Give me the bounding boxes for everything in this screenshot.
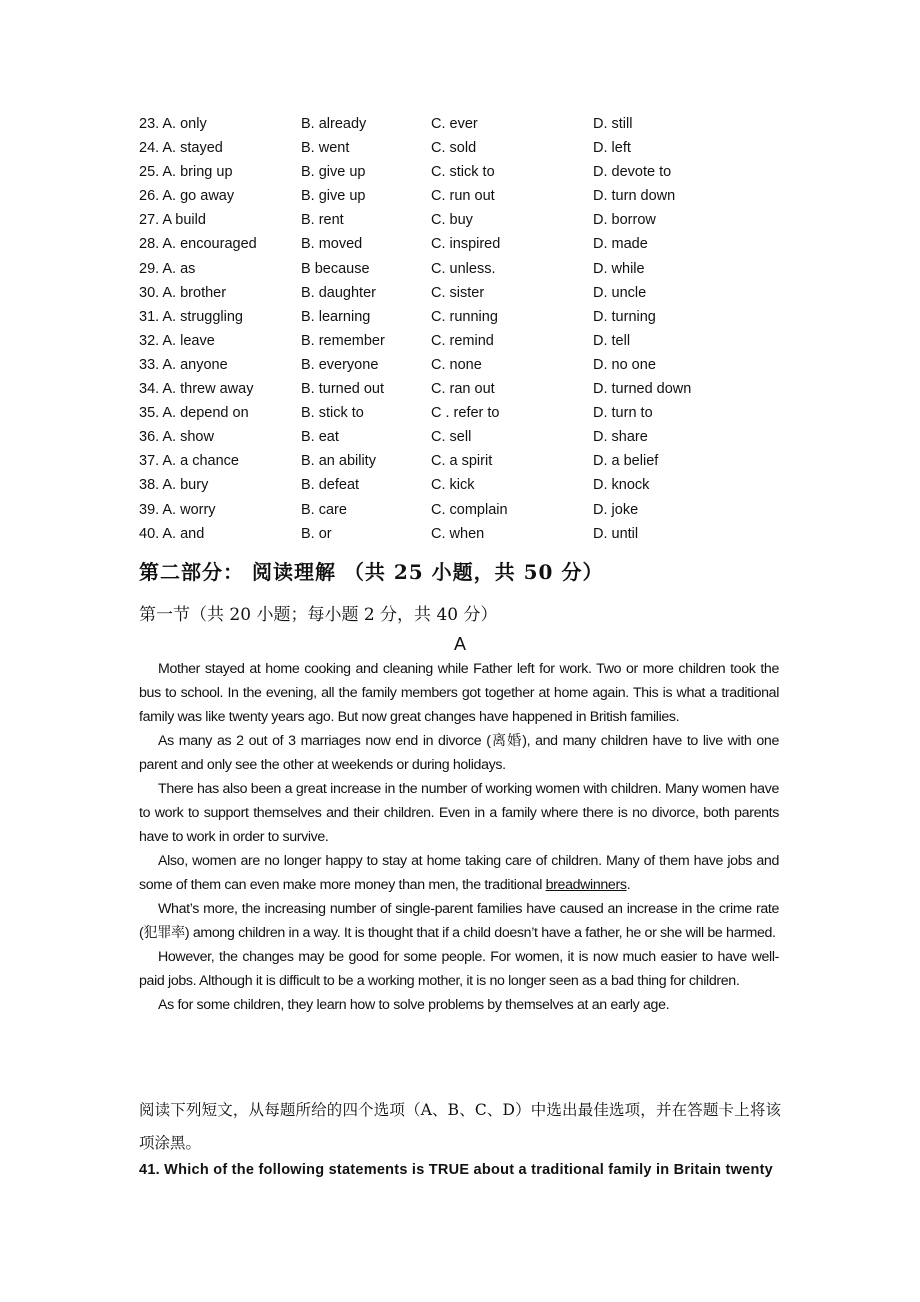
option-c: C. kick	[431, 477, 475, 494]
option-row	[139, 138, 819, 162]
instructions: 阅读下列短文，从每题所给的四个选项（A、B、C、D）中选出最佳选项，并在答题卡上将该项涂黑。	[139, 1101, 781, 1152]
option-b: B. turned out	[301, 381, 385, 398]
option-b: B. remember	[301, 332, 385, 349]
option-c: C. ran out	[431, 381, 495, 398]
option-b: B. give up	[301, 164, 366, 181]
option-c: C. unless.	[431, 260, 496, 277]
paragraph: As many as 2 out of 3 marriages now end in divorce (离婚), and many children have to live with one parent and only see the other at weekends or during holidays.	[139, 733, 779, 773]
option-d: D. turn to	[593, 405, 653, 422]
option-c: C. stick to	[431, 164, 495, 181]
option-row	[139, 331, 819, 355]
option-row	[139, 307, 819, 331]
option-c: C. sell	[431, 429, 472, 446]
option-d: D. a belief	[593, 453, 659, 470]
option-d: D. knock	[593, 477, 650, 494]
question-41: 41. Which of the following statements is TRUE about a traditional family in Britain twenty	[139, 1162, 773, 1178]
option-a: 24. A. stayed	[139, 140, 223, 157]
option-b: B. daughter	[301, 284, 376, 301]
option-b: B. or	[301, 525, 332, 542]
option-c: C . refer to	[431, 405, 500, 422]
option-a: 33. A. anyone	[139, 356, 228, 373]
option-row	[139, 162, 819, 186]
paragraph: As for some children, they learn how to solve problems by themselves at an early age.	[158, 997, 670, 1013]
option-a: 40. A. and	[139, 525, 205, 542]
option-c: C. when	[431, 525, 485, 542]
option-a: 27. A build	[139, 212, 206, 229]
option-d: D. turned down	[593, 381, 692, 398]
option-d: D. no one	[593, 356, 656, 373]
option-b: B. give up	[301, 188, 366, 205]
underlined-word: breadwinners	[545, 877, 627, 893]
option-row	[139, 186, 819, 210]
option-c: C. run out	[431, 188, 495, 205]
option-row	[139, 283, 819, 307]
option-b: B. everyone	[301, 356, 379, 373]
option-b: B. moved	[301, 236, 363, 253]
option-row	[139, 114, 819, 138]
option-b: B because	[301, 260, 370, 277]
passage-title: A	[453, 634, 466, 654]
option-d: D. borrow	[593, 212, 656, 229]
option-b: B. defeat	[301, 477, 360, 494]
option-c: C. sold	[431, 140, 477, 157]
subsection-heading: 第一节（共 20 小题；每小题 2 分，共 40 分）	[139, 605, 498, 625]
option-a: 32. A. leave	[139, 332, 215, 349]
option-d: D. tell	[593, 332, 631, 349]
option-c: C. buy	[431, 212, 473, 229]
option-row	[139, 234, 819, 258]
option-row	[139, 475, 819, 499]
option-d: D. until	[593, 525, 639, 542]
paragraph: What’s more, the increasing number of single-parent families have caused an increase in the crime rate (犯罪率) among children in a way. It is thought that if a child doesn’t have a father, he or she will be harmed.	[139, 901, 779, 941]
option-a: 23. A. only	[139, 116, 207, 132]
option-d: D. joke	[593, 501, 639, 518]
option-a: 26. A. go away	[139, 188, 235, 205]
option-row	[139, 403, 819, 427]
option-row	[139, 427, 819, 451]
section-heading: 第二部分： 阅读理解 （共 25 小题，共 50 分）	[139, 560, 604, 584]
option-c: C. sister	[431, 284, 485, 301]
option-d: D. left	[593, 140, 631, 157]
paragraph-text: .	[626, 877, 631, 893]
option-c: C. complain	[431, 501, 508, 518]
option-row	[139, 451, 819, 475]
option-c: C. none	[431, 356, 482, 373]
paragraph: Mother stayed at home cooking and cleaning while Father left for work. Two or more children took the bus to school. In the evening, all the family members got together at home again. This is what a traditional family was like twenty years ago. But now great changes have happened in British families.	[139, 661, 779, 725]
option-a: 30. A. brother	[139, 284, 227, 301]
option-a: 35. A. depend on	[139, 405, 249, 422]
paragraph-text: Also, women are no longer happy to stay at home taking care of children. Many of them have jobs and some of them can even make more money than men, the traditional	[139, 853, 779, 893]
option-a: 28. A. encouraged	[139, 236, 257, 253]
option-a: 36. A. show	[139, 429, 214, 446]
option-row	[139, 524, 819, 548]
option-b: B. rent	[301, 212, 344, 229]
paragraph: However, the changes may be good for some people. For women, it is now much easier to have well-paid jobs. Although it is difficult to be a working mother, it is no longer seen as a bad thing for children.	[139, 949, 779, 989]
option-a: 39. A. worry	[139, 501, 216, 518]
option-a: 38. A. bury	[139, 477, 209, 494]
option-b: B. eat	[301, 429, 339, 446]
option-c: C. running	[431, 308, 498, 325]
option-a: 34. A. threw away	[139, 381, 254, 398]
option-a: 25. A. bring up	[139, 164, 233, 181]
option-row	[139, 500, 819, 524]
option-b: B. already	[301, 116, 367, 132]
option-a: 29. A. as	[139, 260, 196, 277]
option-b: B. stick to	[301, 405, 364, 422]
option-d: D. still	[593, 116, 633, 132]
option-b: B. an ability	[301, 453, 376, 470]
option-a: 37. A. a chance	[139, 453, 239, 470]
option-c: C. remind	[431, 332, 494, 349]
option-b: B. care	[301, 501, 347, 518]
option-row	[139, 379, 819, 403]
paragraph	[139, 849, 779, 897]
option-d: D. turning	[593, 308, 656, 325]
option-d: D. devote to	[593, 164, 672, 181]
option-row	[139, 355, 819, 379]
option-d: D. turn down	[593, 188, 676, 205]
reading-passage	[139, 657, 779, 1017]
option-d: D. uncle	[593, 284, 647, 301]
option-d: D. share	[593, 429, 648, 446]
option-row	[139, 210, 819, 234]
cloze-options	[139, 114, 819, 548]
paragraph: There has also been a great increase in the number of working women with children. Many women have to work to support themselves and their children. Even in a family where there is no divorce, both parents have to work in order to survive.	[139, 781, 779, 845]
option-b: B. learning	[301, 308, 371, 325]
option-a: 31. A. struggling	[139, 308, 243, 325]
option-d: D. made	[593, 236, 648, 253]
option-c: C. inspired	[431, 236, 501, 253]
option-row	[139, 259, 819, 283]
option-c: C. a spirit	[431, 453, 493, 470]
option-c: C. ever	[431, 116, 478, 132]
option-b: B. went	[301, 140, 350, 157]
option-d: D. while	[593, 260, 645, 277]
